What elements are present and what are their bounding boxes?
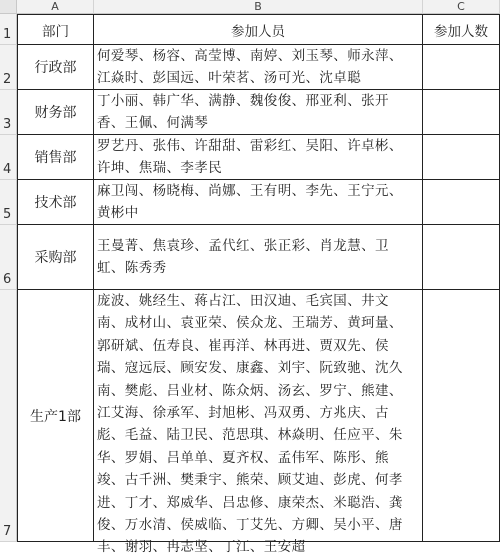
row-header-1[interactable] xyxy=(0,14,17,45)
column-header-a[interactable] xyxy=(17,0,94,14)
column-header-b[interactable] xyxy=(94,0,423,14)
column-header-c[interactable] xyxy=(423,0,500,14)
cell-b5[interactable] xyxy=(94,180,423,225)
cell-b3[interactable] xyxy=(94,90,423,135)
cell-c4[interactable] xyxy=(423,135,500,180)
people-list: 何爱琴、杨容、高莹博、南婷、刘玉琴、师永萍、江焱时、彭国远、叶荣茗、汤可光、沈卓聪 xyxy=(97,48,403,87)
cell-a6[interactable] xyxy=(18,225,94,290)
cell-c7[interactable] xyxy=(423,290,500,542)
people-list: 丁小丽、韩广华、满静、魏俊俊、邢亚利、张开香、王佩、何满琴 xyxy=(97,93,389,132)
cell-a1[interactable] xyxy=(18,15,94,45)
cell-a5[interactable] xyxy=(18,180,94,225)
cell-c3[interactable] xyxy=(423,90,500,135)
row-number: 4 xyxy=(3,162,12,177)
people-header-label: 参加人员 xyxy=(231,23,285,40)
people-list: 王曼菁、焦袁珍、孟代红、张正彩、肖龙慧、卫虹、陈秀秀 xyxy=(97,238,389,277)
row-header-7[interactable] xyxy=(0,290,17,542)
cell-c5[interactable] xyxy=(423,180,500,225)
cell-a4[interactable] xyxy=(18,135,94,180)
dept-header-label: 部门 xyxy=(42,23,69,40)
dept-name: 行政部 xyxy=(34,60,77,76)
dept-name: 生产1部 xyxy=(30,408,81,425)
dept-name: 财务部 xyxy=(34,105,77,121)
cell-b7[interactable] xyxy=(94,290,423,556)
people-list: 庞波、姚经生、蒋占江、田汉迪、毛宾国、井文南、成材山、袁亚荣、侯众龙、王瑞芳、黄珂量、郭研斌、伍寿良、崔再洋、林再进、贾双先、侯瑞、寇远辰、顾安发、康鑫、刘宇、阮致驰、沈久南、樊彪、吕业材、陈众炳、汤玄、罗宁、熊建、江艾海、徐承军、封旭彬、冯双勇、方兆庆、古彪、毛益、陆卫民、范思琪、林焱明、任应平、朱华、罗娟、吕单单、夏齐权、孟伟军、陈彤、熊竣、古千洲、樊秉宇、熊荣、顾艾迪、彭虎、何孝进、丁才、郑威华、吕忠修、康荣杰、米聪浩、龚俊、万水清、侯威临、丁艾先、方卿、吴小平、唐丰、谢羽、冉志坚、丁江、王安超 xyxy=(97,293,403,556)
dept-name: 采购部 xyxy=(34,250,77,266)
cell-c2[interactable] xyxy=(423,45,500,90)
cell-b1[interactable] xyxy=(94,15,423,45)
row-number: 7 xyxy=(3,524,12,539)
cell-a3[interactable] xyxy=(18,90,94,135)
row-header-4[interactable] xyxy=(0,135,17,180)
row-header-3[interactable] xyxy=(0,90,17,135)
row-header-6[interactable] xyxy=(0,225,17,290)
row-header-2[interactable] xyxy=(0,45,17,90)
column-letter: B xyxy=(254,0,262,13)
column-letter: C xyxy=(457,0,465,13)
row-number: 5 xyxy=(3,207,12,222)
cell-c6[interactable] xyxy=(423,225,500,290)
row-number: 2 xyxy=(3,72,12,87)
cell-a2[interactable] xyxy=(18,45,94,90)
column-letter: A xyxy=(51,0,59,13)
cell-a7[interactable] xyxy=(18,290,94,542)
dept-name: 销售部 xyxy=(34,150,77,166)
count-header-label: 参加人数 xyxy=(434,23,488,40)
row-number: 3 xyxy=(3,117,12,132)
row-number: 6 xyxy=(3,272,12,287)
row-header-5[interactable] xyxy=(0,180,17,225)
cell-b4[interactable] xyxy=(94,135,423,180)
cell-b6[interactable] xyxy=(94,225,423,290)
people-list: 麻卫闯、杨晓梅、尚娜、王有明、李先、王宁元、黄彬中 xyxy=(97,183,403,222)
cell-b2[interactable] xyxy=(94,45,423,90)
select-all-corner[interactable] xyxy=(0,0,17,14)
cell-c1[interactable] xyxy=(423,15,500,45)
people-list: 罗艺丹、张伟、许甜甜、雷彩红、吴阳、许卓彬、许坤、焦瑞、李孝民 xyxy=(97,138,403,177)
dept-name: 技术部 xyxy=(34,195,77,211)
row-number: 1 xyxy=(3,27,12,42)
